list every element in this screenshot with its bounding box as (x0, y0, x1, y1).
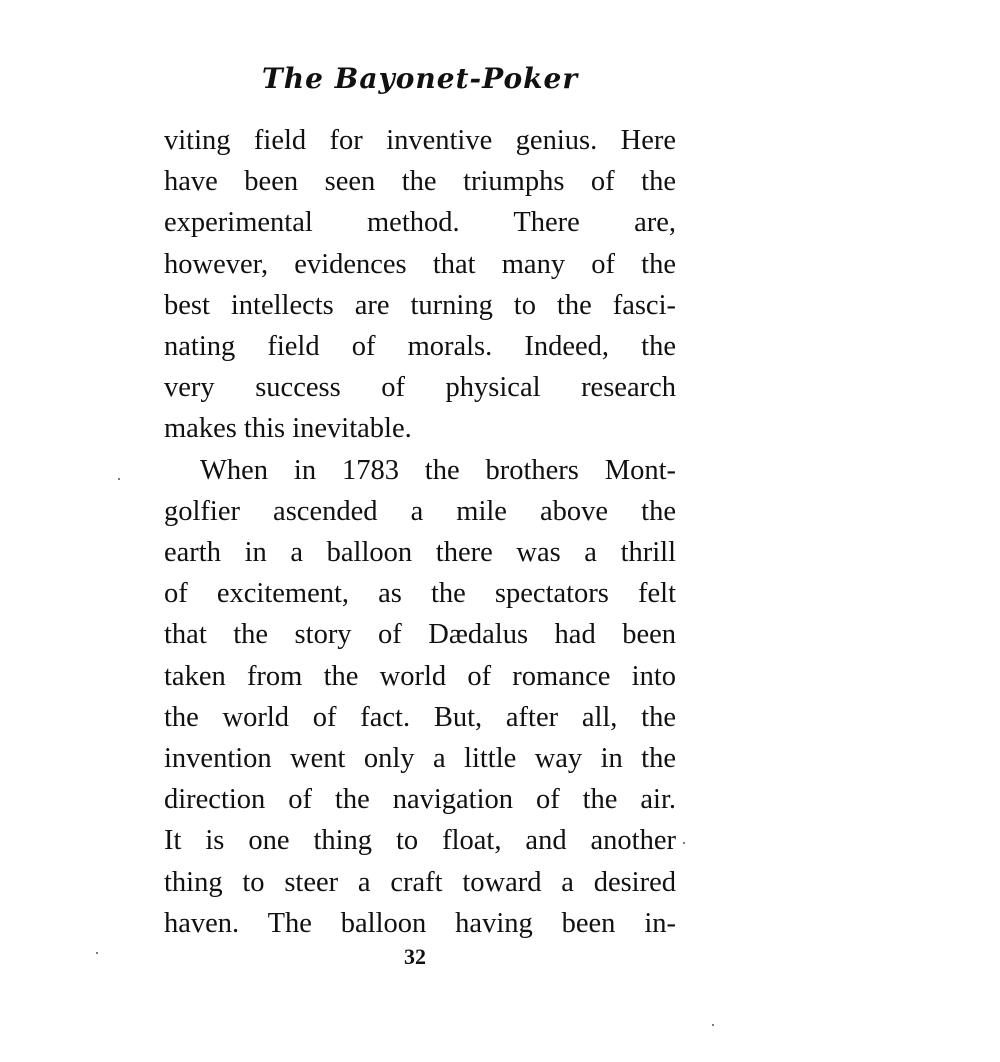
text-line: the world of fact. But, after all, the (164, 701, 676, 733)
text-line: have been seen the triumphs of the (164, 166, 676, 198)
text-line: When in 1783 the brothers Mont- (200, 454, 676, 486)
paragraph-1 (164, 120, 676, 450)
paper-speck (118, 478, 120, 480)
paper-speck (712, 1024, 714, 1026)
text-line: haven. The balloon having been in- (164, 907, 676, 939)
running-head: The Bayonet-Poker (261, 62, 579, 95)
text-line: viting field for inventive genius. Here (164, 125, 676, 156)
text-line: very success of physical research (164, 372, 676, 404)
paper-speck (683, 842, 685, 844)
text-line: experimental method. There are, (164, 207, 676, 239)
text-line: that the story of Dædalus had been (164, 619, 676, 651)
body-text (164, 120, 676, 944)
text-line: golfier ascended a mile above the (164, 495, 676, 527)
page-number: 32 (404, 944, 426, 969)
text-line: invention went only a little way in the (164, 743, 676, 775)
text-line: nating field of morals. Indeed, the (164, 331, 676, 363)
text-line: It is one thing to float, and another (164, 825, 676, 857)
text-line: thing to steer a craft toward a desired (164, 866, 676, 898)
text-line: best intellects are turning to the fasci- (164, 289, 676, 321)
text-line: direction of the navigation of the air. (164, 784, 676, 816)
paragraph-2 (164, 450, 676, 944)
text-line: of excitement, as the spectators felt (164, 578, 676, 610)
text-line: earth in a balloon there was a thrill (164, 537, 676, 569)
text-line: however, evidences that many of the (164, 248, 676, 280)
text-line: taken from the world of romance into (164, 660, 676, 692)
paper-speck (96, 952, 98, 954)
text-line: makes this inevitable. (164, 413, 412, 445)
